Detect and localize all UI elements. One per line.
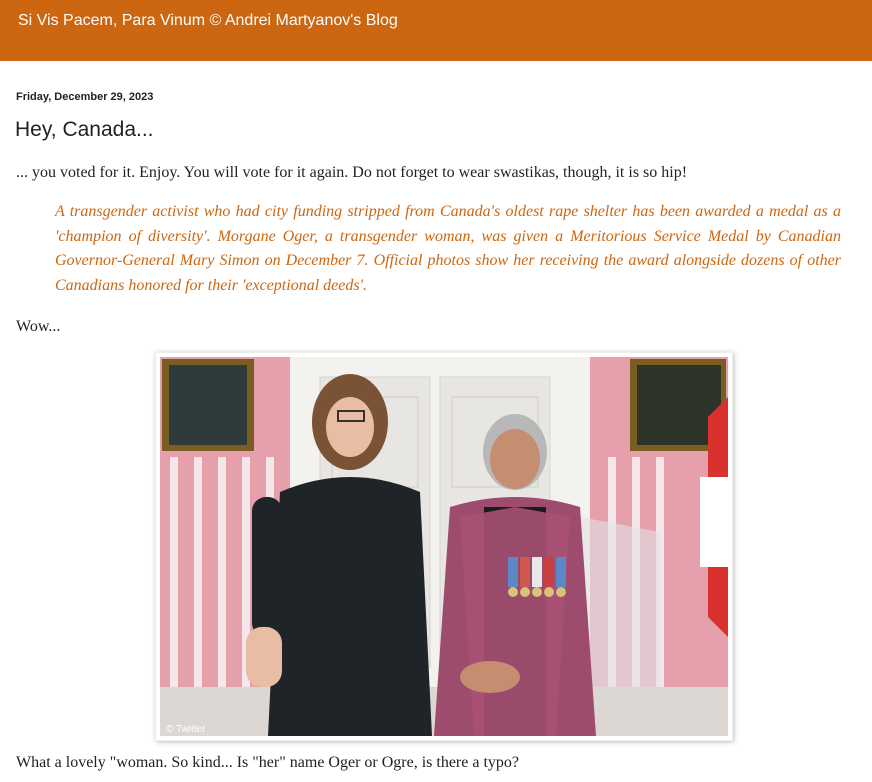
post-closing-paragraph: What a lovely "woman. So kind... Is "her" name Oger or Ogre, is there a typo?	[16, 754, 520, 771]
blog-header	[0, 0, 872, 61]
post-quote: A transgender activist who had city funding stripped from Canada's oldest rape shelter has been awarded a medal as a 'champion of diversity'. Morgane Oger, a transgender woman, was given a Meritorious Service Medal by Canadian Governor-General Mary Simon on December 7. Official photos show her receiving the award alongside dozens of other Canadians honored for their 'exceptional deeds'.	[55, 203, 841, 295]
post-photo[interactable]	[160, 357, 728, 736]
post-reaction-paragraph: Wow...	[16, 318, 61, 335]
photo-watermark: © Twitter	[166, 724, 206, 735]
post-intro-paragraph: ... you voted for it. Enjoy. You will vote for it again. Do not forget to wear swastikas, though, it is so hip!	[16, 164, 688, 181]
post-title[interactable]: Hey, Canada...	[15, 118, 154, 141]
post-date: Friday, December 29, 2023	[16, 91, 154, 103]
blog-title-link[interactable]: Si Vis Pacem, Para Vinum © Andrei Martyanov's Blog	[18, 12, 398, 29]
